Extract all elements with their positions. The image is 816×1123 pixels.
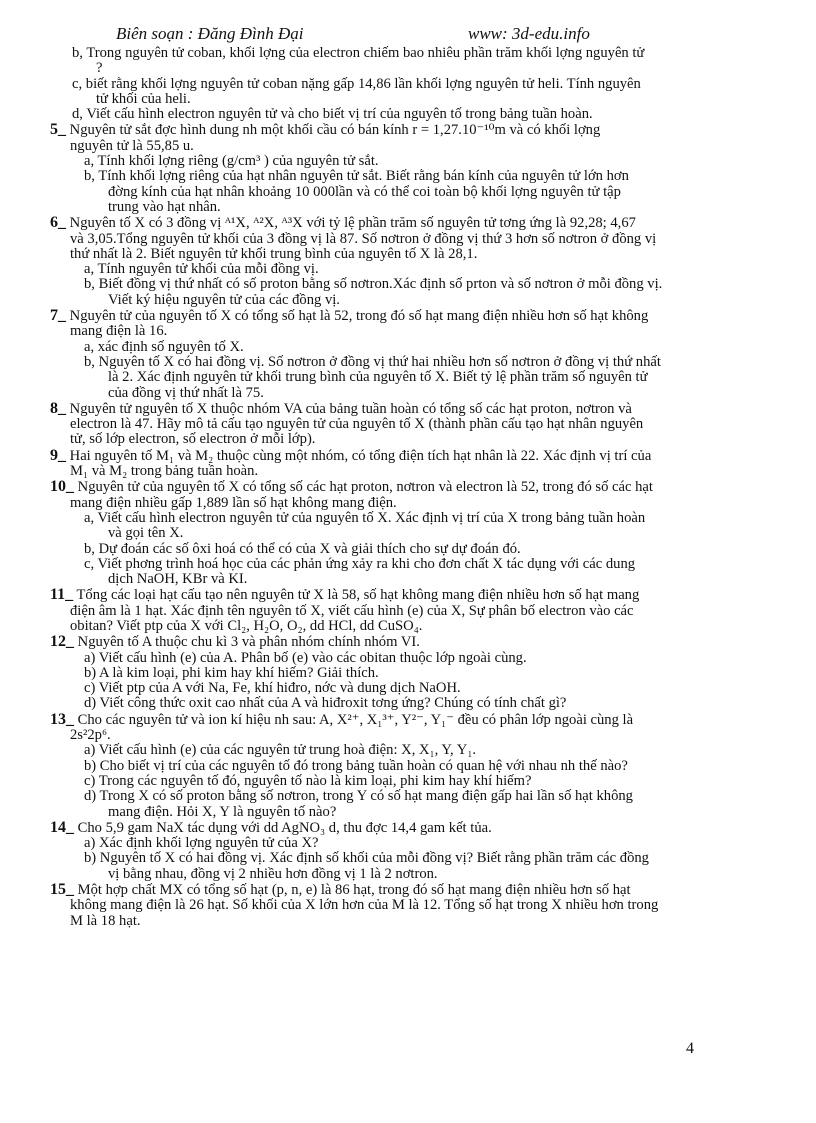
text-line [50, 696, 768, 711]
question-number: 11_ [50, 586, 74, 604]
line-text: Nguyên tử nguyên tố X thuộc nhóm VA của bảng tuần hoàn có tổng số các hạt proton, nơtron và [66, 400, 632, 417]
line-text: tử khối của heli. [96, 90, 191, 107]
question-line [50, 122, 768, 138]
line-text: của đồng vị thứ nhất là 75. [108, 384, 264, 401]
text-line [50, 836, 768, 851]
text-line [50, 728, 768, 743]
text-line [50, 277, 768, 292]
text-line [50, 774, 768, 789]
text-line [50, 355, 768, 370]
line-text: M là 18 hạt. [70, 912, 141, 929]
line-text: a, Tính khối lợng riêng (g/cm³ ) của nguyên tử sắt. [84, 153, 379, 170]
question-number: 10_ [50, 478, 74, 496]
text-line [50, 914, 768, 929]
line-text: c, biết rằng khối lợng nguyên tử coban nặng gấp 14,86 lần khối lợng nguyên tử heli. Tính nguyên [72, 75, 641, 92]
text-line [50, 432, 768, 447]
question-line [50, 634, 768, 650]
text-line [50, 293, 768, 308]
text-line [50, 619, 768, 634]
line-text: mang điện. Hỏi X, Y là nguyên tố nào? [108, 803, 337, 820]
text-line [50, 77, 768, 92]
text-line [50, 46, 768, 61]
text-line [50, 139, 768, 154]
line-text: d, Viết cấu hình electron nguyên tử và cho biết vị trí của nguyên tố trong bảng tuần hoàn. [72, 106, 593, 123]
question-number: 7_ [50, 307, 66, 325]
line-text: b, Dự đoán các số ôxi hoá có thể có của X và giải thích cho sự dự đoán đó. [84, 540, 521, 557]
line-text: M₁ và M₂ trong bảng tuần hoàn. [70, 463, 259, 480]
question-line [50, 401, 768, 417]
page-header [0, 24, 816, 46]
question-line [50, 882, 768, 898]
text-line [50, 247, 768, 262]
line-text: thứ nhất là 2. Biết nguyên tử khối trung bình của nguyên tố X là 28,1. [70, 245, 478, 262]
line-text: c, Viết phơng trình hoá học của các phản ứng xảy ra khi cho đơn chất X tác dụng với các dung [84, 555, 636, 572]
text-line [50, 200, 768, 215]
line-text: obitan? Viết ptp của X với Cl₂, H₂O, O₂, dd HCl, dd CuSO₄. [70, 617, 423, 634]
line-text: điện âm là 1 hạt. Xác định tên nguyên tố X, viết cấu hình (e) của X, Sự phân bố electron vào các [70, 602, 634, 619]
line-text: b, Nguyên tố X có hai đồng vị. Số nơtron ở đồng vị thứ hai nhiều hơn số nơtron ở đồng vị thứ nhất [84, 353, 661, 370]
line-text: a) Xác định khối lợng nguyên tử của X? [84, 835, 319, 852]
text-line [50, 542, 768, 557]
line-text: Nguyên tử sắt đợc hình dung nh một khối cầu có bán kính r = 1,27.10⁻¹⁰m và có khối lợng [66, 122, 601, 139]
question-line [50, 587, 768, 603]
text-line [50, 867, 768, 882]
text-line [50, 526, 768, 541]
text-line [50, 464, 768, 479]
line-text: đờng kính của hạt nhân khoảng 10 000lần và có thể coi toàn bộ khối lợng nguyên tử tập [108, 183, 621, 200]
line-text: Tổng các loại hạt cấu tạo nên nguyên tử X là 58, số hạt không mang điện nhiều hơn số hạt mang [73, 587, 640, 604]
line-text: Nguyên tử của nguyên tố X có tổng số các hạt proton, nơtron và electron là 52, trong đó số các hạt [74, 479, 653, 496]
question-number: 6_ [50, 214, 66, 232]
author-credit: Biên soạn : Đăng Đình Đại [116, 24, 304, 43]
text-line [50, 557, 768, 572]
line-text: Một hợp chất MX có tổng số hạt (p, n, e) là 86 hạt, trong đó số hạt mang điện nhiều hơn số hạt [74, 882, 631, 899]
question-number: 15_ [50, 881, 74, 899]
text-line [50, 169, 768, 184]
question-number: 9_ [50, 446, 66, 464]
line-text: c) Trong các nguyên tố đó, nguyên tố nào là kim loại, phi kim hay khí hiếm? [84, 772, 532, 789]
text-line [50, 107, 768, 122]
text-line [50, 851, 768, 866]
line-text: a) Viết cấu hình (e) của A. Phân bố (e) vào các obitan thuộc lớp ngoài cùng. [84, 649, 527, 666]
line-text: c) Viết ptp của A với Na, Fe, khí hiđro, nớc và dung dịch NaOH. [84, 680, 461, 697]
line-text: a) Viết cấu hình (e) của các nguyên tử trung hoà điện: X, X₁, Y, Y₁. [84, 742, 477, 759]
line-text: 2s²2p⁶. [70, 727, 111, 744]
line-text: Cho các nguyên tử và ion kí hiệu nh sau: A, X²⁺, X₁³⁺, Y²⁻, Y₁⁻ đều có phân lớp ngoài cùng là [74, 711, 634, 728]
line-text: Nguyên tố X có 3 đồng vị ᴬ¹X, ᴬ²X, ᴬ³X với tỷ lệ phần trăm số nguyên tử tơng ứng là 92,28; 4,67 [66, 215, 636, 232]
line-text: Viết ký hiệu nguyên tử của các đồng vị. [108, 291, 340, 308]
line-text: Hai nguyên tố M₁ và M₂ thuộc cùng một nhóm, có tổng điện tích hạt nhân là 22. Xác định vị trí của [66, 447, 652, 464]
line-text: b, Biết đồng vị thứ nhất có số proton bằng số nơtron.Xác định số prton và số nơtron ở mỗi đồng vị. [84, 276, 663, 293]
text-line [50, 262, 768, 277]
line-text: nguyên tử là 55,85 u. [70, 137, 194, 154]
text-line [50, 185, 768, 200]
question-line [50, 215, 768, 231]
line-text: b) Nguyên tố X có hai đồng vị. Xác định số khối của mỗi đồng vị? Biết rằng phần trăm các đồng [84, 850, 649, 867]
line-text: b) A là kim loại, phi kim hay khí hiếm? Giải thích. [84, 664, 379, 681]
line-text: mang điện nhiều gấp 1,889 lần số hạt không mang điện. [70, 494, 397, 511]
line-text: Nguyên tử của nguyên tố X có tổng số hạt là 52, trong đó số hạt mang điện nhiều hơn số hạt không [66, 308, 649, 325]
text-line [50, 496, 768, 511]
text-line [50, 417, 768, 432]
text-line [50, 232, 768, 247]
text-line [50, 340, 768, 355]
line-text: b, Tính khối lợng riêng của hạt nhân nguyên tử sắt. Biết rằng bán kính của nguyên tử lớn hơn [84, 168, 629, 185]
page-number: 4 [686, 1040, 694, 1057]
line-text: Nguyên tố A thuộc chu kì 3 và phân nhóm chính nhóm VI. [74, 634, 420, 651]
question-line [50, 448, 768, 464]
line-text: trung vào hạt nhân. [108, 198, 221, 215]
question-number: 5_ [50, 121, 66, 139]
line-text: vị bằng nhau, đồng vị 2 nhiều hơn đồng vị 1 là 2 nơtron. [108, 865, 438, 882]
question-line [50, 308, 768, 324]
text-line [50, 604, 768, 619]
text-line [50, 651, 768, 666]
question-line [50, 820, 768, 836]
text-line [50, 759, 768, 774]
text-line [50, 666, 768, 681]
question-line [50, 479, 768, 495]
question-number: 14_ [50, 818, 74, 836]
exercise-content [50, 46, 768, 929]
question-number: 8_ [50, 399, 66, 417]
text-line [50, 572, 768, 587]
question-line [50, 712, 768, 728]
text-line [50, 681, 768, 696]
line-text: d) Trong X có số proton bằng số nơtron, trong Y có số hạt mang điện gấp hai lần số hạt không [84, 788, 633, 805]
line-text: a, Viết cấu hình electron nguyên tử của nguyên tố X. Xác định vị trí của X trong bảng tuần hoàn [84, 509, 646, 526]
line-text: a, Tính nguyên tử khối của mỗi đồng vị. [84, 261, 319, 278]
line-text: và gọi tên X. [108, 525, 184, 542]
text-line [50, 805, 768, 820]
line-text: a, xác định số nguyên tố X. [84, 338, 244, 355]
text-line [50, 61, 768, 76]
text-line [50, 92, 768, 107]
text-line [50, 154, 768, 169]
line-text: b, Trong nguyên tử coban, khối lợng của electron chiếm bao nhiêu phần trăm khối lợng nguyên tử [72, 45, 645, 61]
website-url: www: 3d-edu.info [468, 24, 590, 43]
line-text: là 2. Xác định nguyên tử khối trung bình của nguyên tố X. Biết tỷ lệ phần trăm số nguyên tử [108, 369, 648, 386]
text-line [50, 511, 768, 526]
line-text: mang điện là 16. [70, 323, 168, 340]
question-number: 13_ [50, 710, 74, 728]
question-number: 12_ [50, 633, 74, 651]
text-line [50, 743, 768, 758]
line-text: không mang điện là 26 hạt. Số khối của X lớn hơn của M là 12. Tổng số hạt trong X nhiều hơn trong [70, 897, 659, 914]
line-text: và 3,05.Tổng nguyên tử khối của 3 đồng vị là 87. Số nơtron ở đồng vị thứ 3 hơn số nơtron ở đồng vị [70, 230, 657, 247]
text-line [50, 324, 768, 339]
line-text: electron là 47. Hãy mô tả cấu tạo nguyên tử của nguyên tố X (thành phần cấu tạo hạt nhân nguyên [70, 416, 644, 433]
line-text: ? [96, 60, 103, 77]
line-text: d) Viết công thức oxit cao nhất của A và hiđroxit tơng ứng? Chúng có tính chất gì? [84, 695, 567, 712]
line-text: b) Cho biết vị trí của các nguyên tố đó trong bảng tuần hoàn có quan hệ với nhau nh thế nào? [84, 757, 628, 774]
text-line [50, 898, 768, 913]
line-text: tử, số lớp electron, số electron ở mỗi lớp). [70, 431, 316, 448]
text-line [50, 370, 768, 385]
line-text: Cho 5,9 gam NaX tác dụng với dd AgNO₃ d, thu đợc 14,4 gam kết tủa. [74, 819, 492, 836]
line-text: dịch NaOH, KBr và KI. [108, 571, 248, 588]
text-line [50, 789, 768, 804]
text-line [50, 386, 768, 401]
